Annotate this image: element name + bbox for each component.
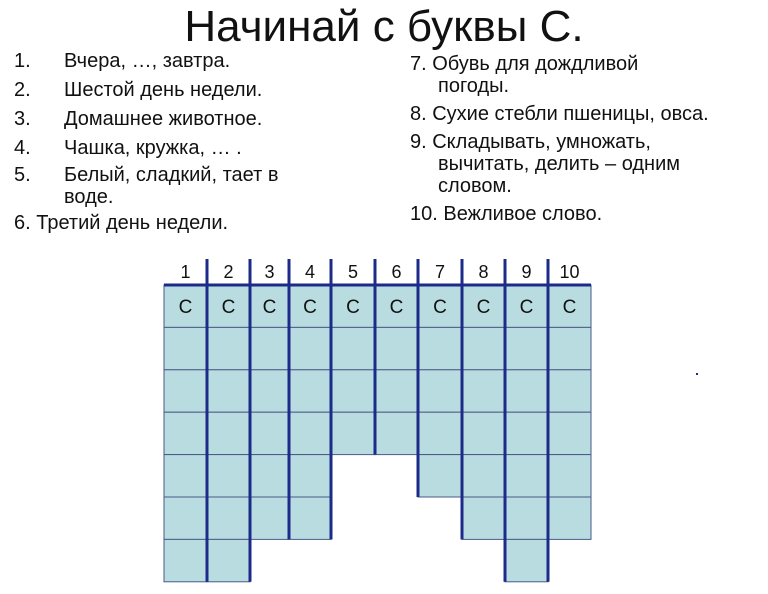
clue-text: Шестой день недели. bbox=[64, 79, 263, 101]
column-number: 4 bbox=[304, 262, 316, 282]
clue-6: 6. Третий день недели. bbox=[14, 212, 229, 234]
grid-cell[interactable] bbox=[462, 412, 505, 454]
grid-cell[interactable] bbox=[207, 539, 250, 581]
grid-cell[interactable] bbox=[331, 370, 375, 412]
grid-cell[interactable] bbox=[207, 497, 250, 539]
grid-cell[interactable] bbox=[207, 412, 250, 454]
grid-cell[interactable] bbox=[375, 327, 418, 369]
grid-cell[interactable] bbox=[418, 327, 462, 369]
column-number: 5 bbox=[347, 262, 359, 282]
clue-line: 8. Сухие стебли пшеницы, овса. bbox=[410, 103, 709, 125]
grid-cell[interactable] bbox=[548, 412, 591, 454]
clue-text: Белый, сладкий, тает в воде. bbox=[64, 164, 279, 208]
clue-line: 9. Складывать, умножать, bbox=[410, 131, 651, 153]
grid-cell[interactable] bbox=[250, 412, 289, 454]
start-letter: С bbox=[519, 297, 534, 318]
grid-cell[interactable] bbox=[164, 539, 207, 581]
start-letter: С bbox=[221, 297, 236, 318]
start-letter: С bbox=[303, 297, 317, 318]
start-letter: С bbox=[346, 297, 360, 318]
grid-cell[interactable] bbox=[418, 412, 462, 454]
grid-cell[interactable] bbox=[462, 370, 505, 412]
clue-text: Домашнее животное. bbox=[64, 108, 263, 130]
page-title: Начинай с буквы С. bbox=[184, 2, 584, 51]
clue-text: Чашка, кружка, … . bbox=[64, 137, 242, 159]
clue-number: 5. bbox=[14, 164, 31, 186]
grid-cell[interactable] bbox=[289, 327, 331, 369]
grid-cell[interactable] bbox=[548, 327, 591, 369]
clue-number: 2. bbox=[14, 79, 31, 101]
clue-line: вычитать, делить – одним словом. bbox=[438, 153, 681, 197]
grid-cell[interactable] bbox=[207, 370, 250, 412]
start-letter: С bbox=[562, 297, 577, 318]
grid-cell[interactable] bbox=[505, 497, 548, 539]
column-number: 7 bbox=[434, 262, 446, 282]
start-letter: С bbox=[389, 297, 404, 318]
grid-cell[interactable] bbox=[375, 370, 418, 412]
grid-cell[interactable] bbox=[207, 327, 250, 369]
grid-cell[interactable] bbox=[375, 412, 418, 454]
grid-cell[interactable] bbox=[289, 497, 331, 539]
grid-cell[interactable] bbox=[462, 497, 505, 539]
grid-cell[interactable] bbox=[331, 327, 375, 369]
start-letter: С bbox=[476, 297, 491, 318]
grid-cell[interactable] bbox=[505, 370, 548, 412]
grid-cell[interactable] bbox=[418, 455, 462, 497]
grid-cell[interactable] bbox=[462, 455, 505, 497]
grid-cell[interactable] bbox=[289, 455, 331, 497]
grid-cell[interactable] bbox=[505, 327, 548, 369]
stray-dot bbox=[696, 373, 698, 375]
clue-line: погоды. bbox=[438, 75, 510, 97]
column-number: 9 bbox=[521, 262, 532, 282]
grid-cell[interactable] bbox=[164, 370, 207, 412]
column-number: 6 bbox=[391, 262, 402, 282]
clue-number: 3. bbox=[14, 108, 31, 130]
grid-cell[interactable] bbox=[164, 412, 207, 454]
clue-text: Вчера, …, завтра. bbox=[64, 50, 231, 72]
clue-line: 10. Вежливое слово. bbox=[410, 203, 603, 225]
grid-cell[interactable] bbox=[164, 497, 207, 539]
start-letter: С bbox=[178, 297, 193, 318]
grid-cell[interactable] bbox=[164, 327, 207, 369]
column-number: 1 bbox=[180, 262, 191, 282]
grid-cell[interactable] bbox=[250, 370, 289, 412]
column-number: 8 bbox=[478, 262, 489, 282]
clue-number: 4. bbox=[14, 137, 31, 159]
grid-cell[interactable] bbox=[207, 455, 250, 497]
grid-cell[interactable] bbox=[505, 455, 548, 497]
column-number: 2 bbox=[223, 262, 234, 282]
grid-cell[interactable] bbox=[418, 370, 462, 412]
grid-cell[interactable] bbox=[548, 497, 591, 539]
grid-cell[interactable] bbox=[289, 412, 331, 454]
grid-cell[interactable] bbox=[548, 455, 591, 497]
column-number: 3 bbox=[264, 262, 275, 282]
clue-number: 1. bbox=[14, 50, 31, 72]
start-letter: С bbox=[433, 297, 447, 318]
grid-cell[interactable] bbox=[331, 412, 375, 454]
grid-cell[interactable] bbox=[250, 327, 289, 369]
clue-line: 7. Обувь для дождливой bbox=[410, 53, 639, 75]
grid-cell[interactable] bbox=[462, 327, 505, 369]
column-number: 10 bbox=[559, 262, 580, 282]
grid-cell[interactable] bbox=[164, 455, 207, 497]
grid-cell[interactable] bbox=[250, 497, 289, 539]
grid-cell[interactable] bbox=[289, 370, 331, 412]
grid-cell[interactable] bbox=[505, 412, 548, 454]
grid-cell[interactable] bbox=[505, 539, 548, 581]
grid-cell[interactable] bbox=[548, 370, 591, 412]
grid-cell[interactable] bbox=[250, 455, 289, 497]
start-letter: С bbox=[262, 297, 277, 318]
